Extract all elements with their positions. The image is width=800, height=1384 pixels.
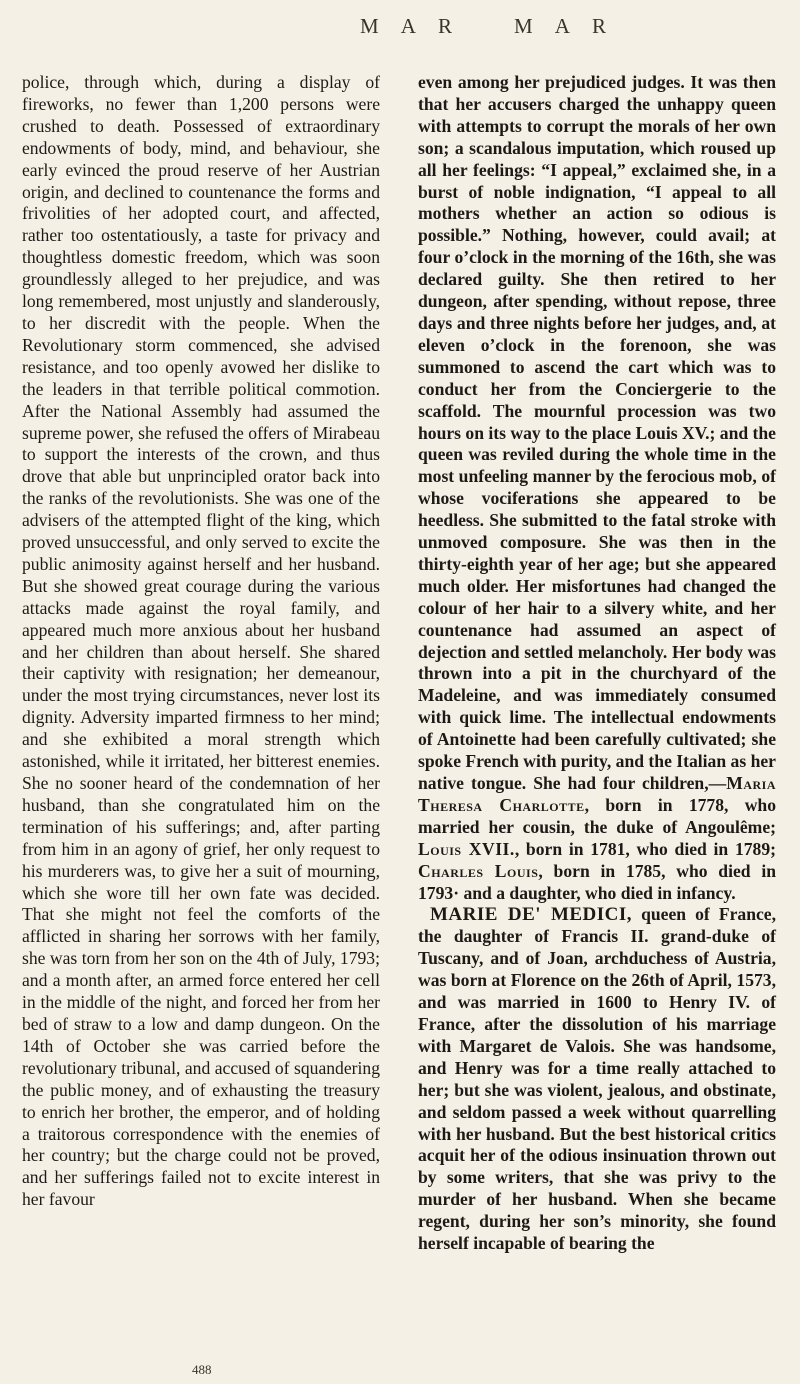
running-head-left: M A R [360, 14, 462, 38]
child-name-maria-theresa: Maria Theresa Charlotte [418, 773, 776, 815]
left-column [22, 72, 380, 1211]
entry-marie-de-medici [418, 904, 776, 1255]
page-number: 488 [192, 1362, 212, 1377]
child-name-charles-louis: Charles Louis [418, 860, 539, 881]
child-text-2: , born in 1781, who died in 1789; [514, 838, 776, 859]
entry-heading: MARIE DE' MEDICI, [430, 904, 633, 926]
entry-text: queen of France, the daughter of Francis II. grand-duke of Tuscany, and of Joan, archduchess of Austria, was born at Florence on the 26th of April, 1573, and was married in 1600 to Henry IV. of France, after the dissolution of his marriage with Margaret de Valois. She was handsome, and Henry was for a time really attached to her; but she was violent, jealous, and obstinate, and seldom passed a week without quarrelling with her husband. But the best historical critics acquit her of the odious insinuation thrown out by some writers, that she was privy to the murder of her husband. When she became regent, during her son’s minority, she found herself incapable of bearing the [418, 904, 776, 1254]
left-column-text: police, through which, during a display of fireworks, no fewer than 1,200 persons were crushed to death. Possessed of extraordinary endowments of body, mind, and behaviour, she early evinced the proud reserve of her Austrian origin, and declined to countenance the forms and frivolities of her adopted court, and affected, rather too ostentatiously, a taste for privacy and thoughtless domestic freedom, which was soon groundlessly alleged to her prejudice, and was long remembered, most unjustly and slanderously, to her discredit with the people. When the Revolutionary storm commenced, she advised resistance, and too openly avowed her dislike to the leaders in that terrible political commotion. After the National Assembly had assumed the supreme power, she refused the offers of Mirabeau to support the interests of the crown, and thus drove that able but unprincipled orator back into the ranks of the revolutionists. She was one of the advisers of the attempted flight of the king, which proved unsuccessful, and only served to excite the public animosity against herself and her husband. But she showed great courage during the various attacks made against the royal family, and appeared much more anxious about her husband and her children than about herself. She shared their captivity with resignation; her demeanour, under the most trying circumstances, never lost its dignity. Adversity imparted firmness to her mind; and she exhibited a moral strength which astonished, while it irritated, her bitterest enemies. She no sooner heard of the condemnation of her husband, than she congratulated him on the termination of his sufferings; and, after parting from him in an agony of grief, her only request to his murderers was, to give her a suit of mourning, which she wore till her own fate was decided. That she might not feel the comforts of the afflicted in sharing her sorrows with her family, she was torn from her son on the 4th of July, 1793; and a month after, an armed force entered her cell in the middle of the night, and forced her from her bed of straw to a low and damp dungeon. On the 14th of October she was carried before the revolutionary tribunal, and accused of squandering the public money, and of exhausting the treasury to enrich her brother, the emperor, and of holding a traitorous correspondence with the enemies of her country; but the charge could not be proved, and her sufferings failed not to excite interest in her favour [22, 72, 380, 1210]
running-head-right: M A R [514, 14, 616, 38]
child-text-3: , born in 1785, who died in 1793· and a daughter, who died in infancy. [418, 860, 776, 903]
child-text-1: , born in 1778, who married her cousin, the duke of Angoulême; [418, 794, 777, 837]
right-column-text: even among her prejudiced judges. It was then that her accusers charged the unhappy queen with attempts to corrupt the morals of her own son; a scandalous imputation, which roused up all her feelings: “I appeal,” exclaimed she, in a burst of noble indignation, “I appeal to all mothers whether an action so odious is possible.” Nothing, however, could avail; at four o’clock in the morning of the 16th, she was declared guilty. She then retired to her dungeon, after spending, without repose, three days and three nights before her judges, and, at eleven o’clock in the forenoon, she was summoned to ascend the cart which was to conduct her from the Conciergerie to the scaffold. The mournful procession was two hours on its way to the place Louis XV.; and the queen was reviled during the whole time in the most unfeeling manner by the ferocious mob, of whose vociferations she appeared to be heedless. She submitted to the fatal stroke with unmoved composure. She was then in the thirty-eighth year of her age; but she appeared much older. Her misfortunes had changed the colour of her hair to a silvery white, and her countenance had assumed an aspect of dejection and settled melancholy. Her body was thrown into a pit in the churchyard of the Madeleine, and was immediately consumed with quick lime. The intellectual endowments of Antoinette had been carefully cultivated; she spoke French with purity, and the Italian as her native tongue. She had four children,— [418, 72, 776, 793]
right-column [418, 72, 776, 1255]
right-column-paragraph [418, 72, 776, 904]
child-name-louis-xvii: Louis XVII. [418, 838, 515, 859]
